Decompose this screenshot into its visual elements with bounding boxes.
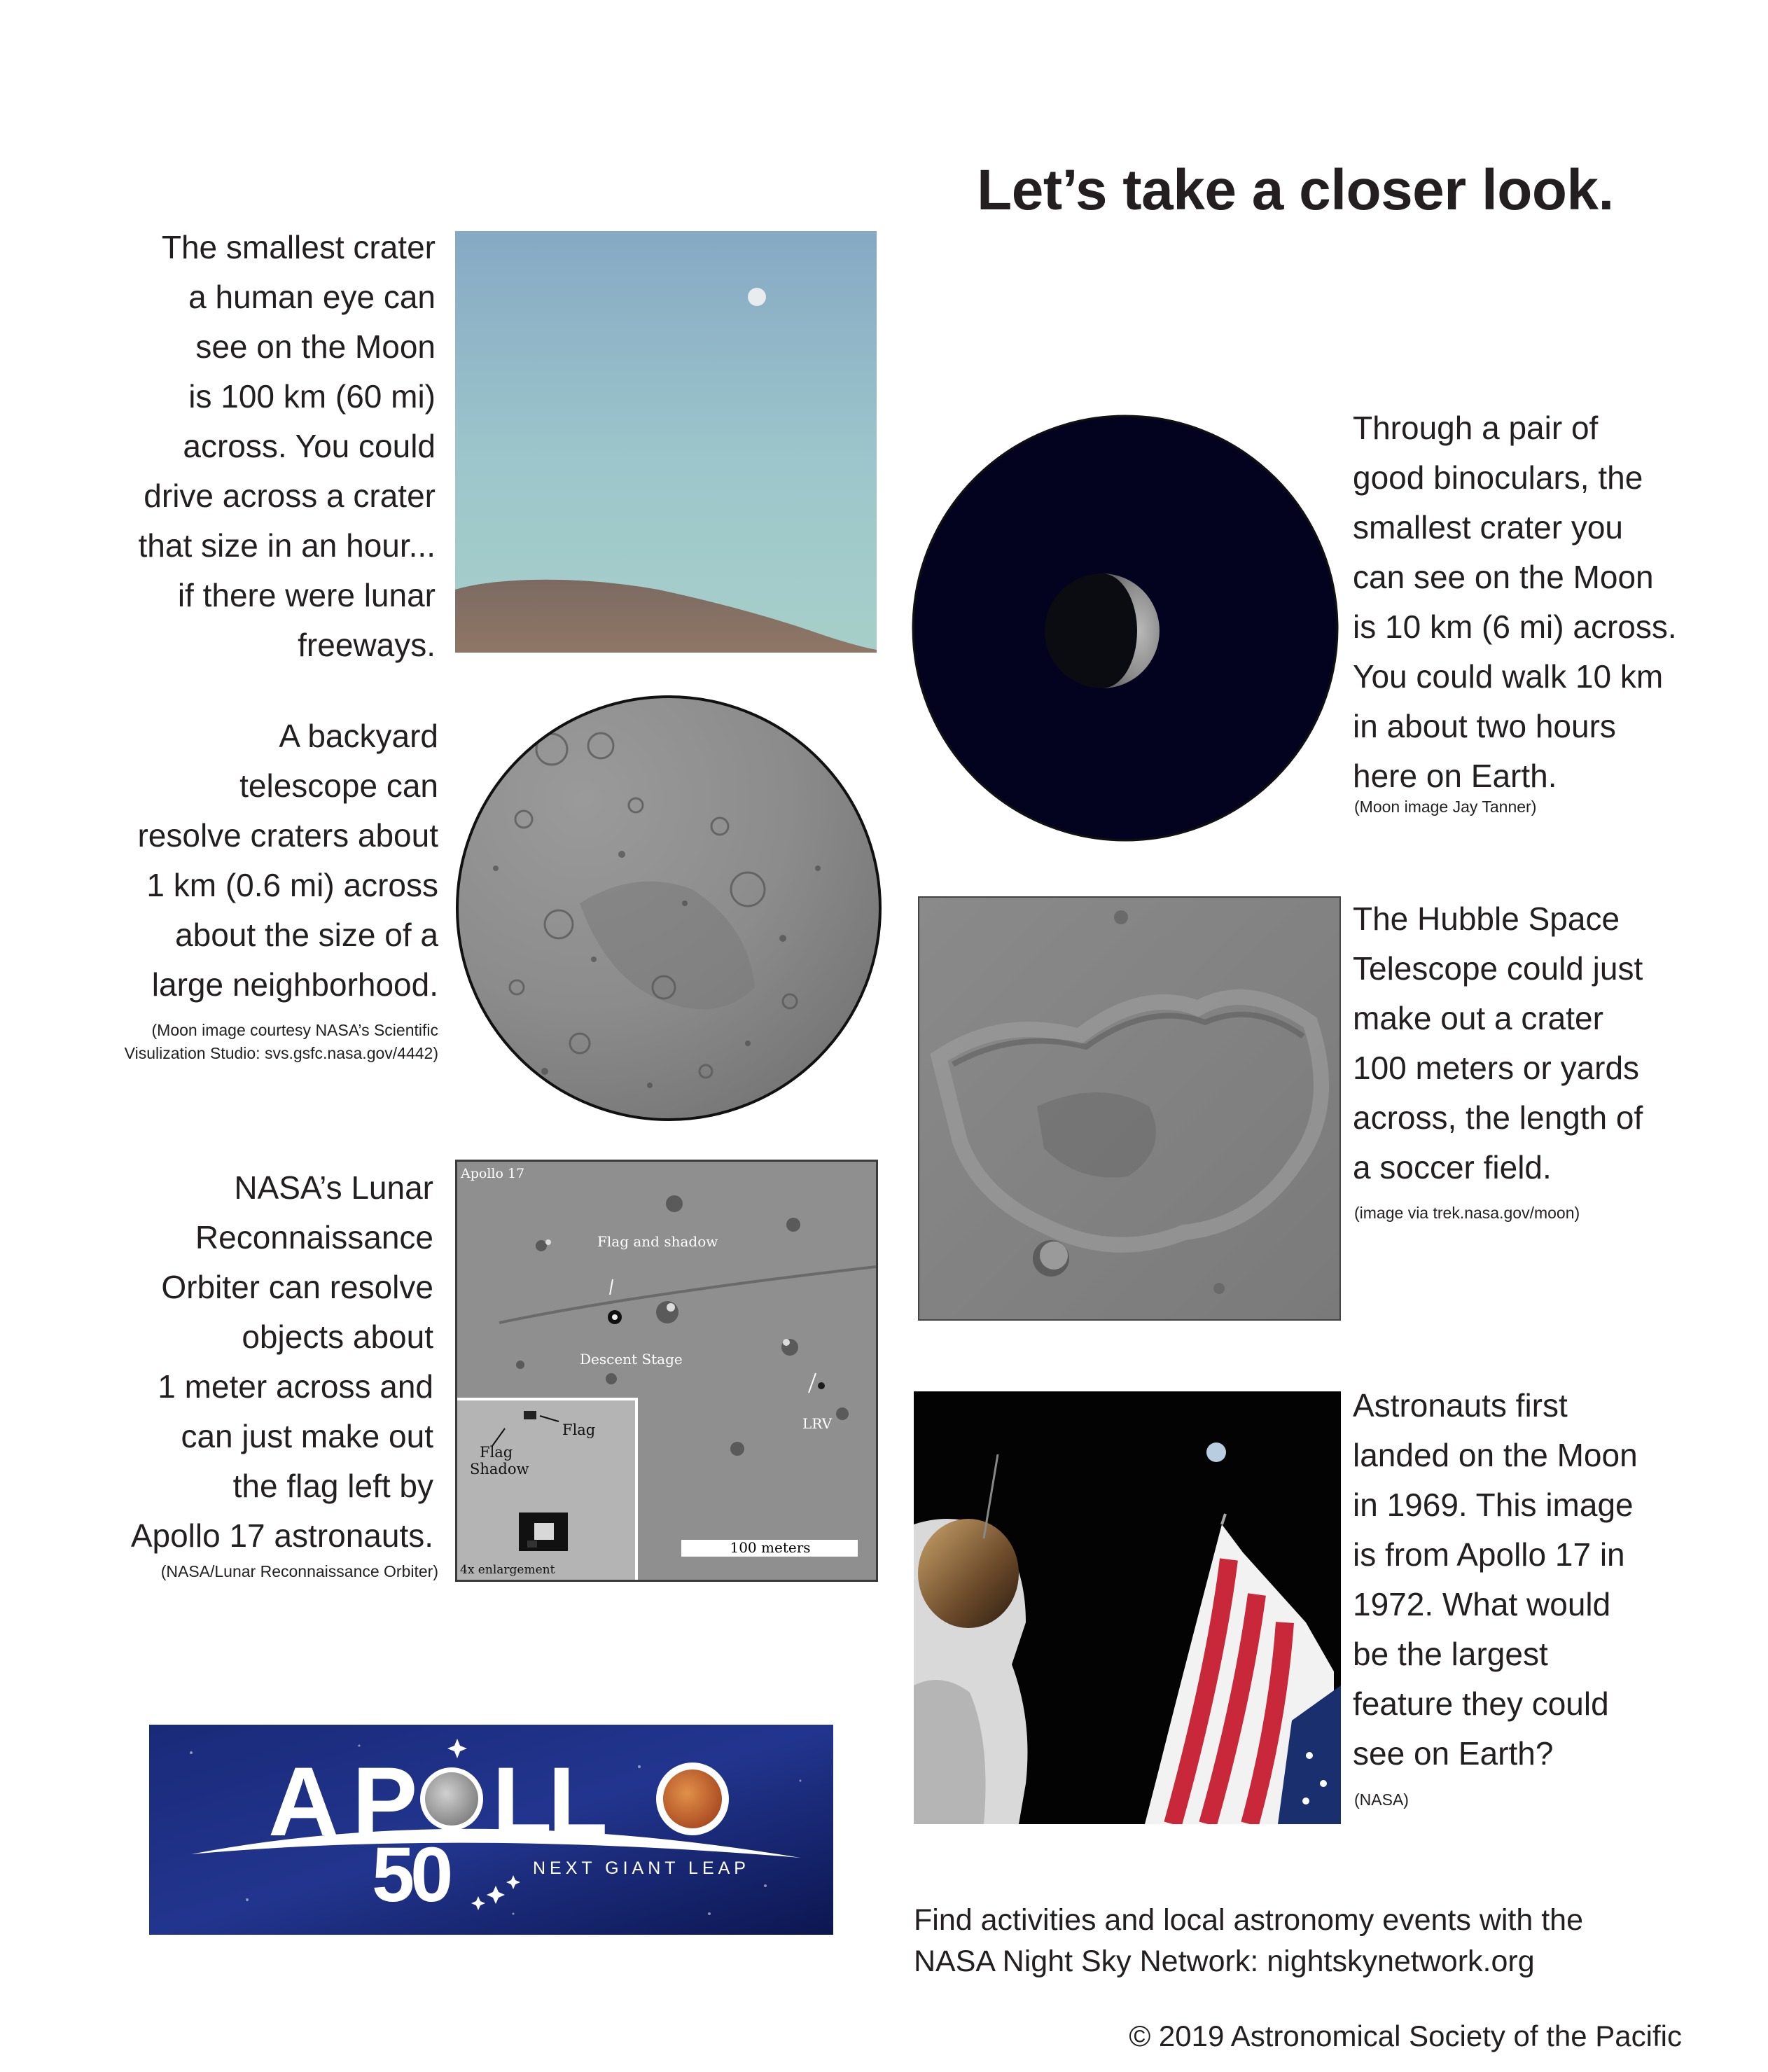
lro-text: NASA’s Lunar Reconnaissance Orbiter can resolve objects about 1 meter across and can just make out the flag left by Apollo 17 astronauts. [130, 1169, 433, 1554]
binoculars-caption: (Moon image Jay Tanner) [1354, 798, 1537, 816]
earth-icon [1206, 1442, 1226, 1462]
lro-flag-shadow-label: Flag and shadow [597, 1233, 718, 1250]
hubble-text: The Hubble Space Telescope could just make out a crater 100 meters or yards across, the length of a soccer field. [1353, 901, 1643, 1186]
human-eye-text: The smallest crater a human eye can see on the Moon is 100 km (60 mi) across. You could drive across a crater that size in an hour... if there were lunar freeways. [138, 229, 436, 663]
apollo-50-logo [149, 1725, 833, 1935]
binoculars-text: Through a pair of good binoculars, the smallest crater you can see on the Moon is 10 km (6 mi) across. You could walk 10 km in about two hours here on Earth. [1353, 410, 1677, 794]
logo-letter-p: P [352, 1746, 418, 1856]
lro-inset-shadow-label: Flag Shadow [470, 1444, 529, 1477]
logo-letters-ll: LL [492, 1746, 604, 1856]
footer-text: Find activities and local astronomy events with the NASA Night Sky Network: nightskynetwork.org [914, 1903, 1584, 1978]
lro-caption: (NASA/Lunar Reconnaissance Orbiter) [160, 1562, 438, 1580]
hubble-crater-image [918, 896, 1341, 1321]
telescope-text: A backyard telescope can resolve craters about 1 km (0.6 mi) across about the size of a large neighborhood. [137, 718, 438, 1003]
logo-number: 50 [372, 1832, 450, 1918]
moon-icon [748, 288, 766, 306]
sky-moon-photo [455, 231, 877, 653]
astronaut-flag-photo [914, 1391, 1341, 1824]
telescope-moon-view [454, 693, 884, 1123]
logo-mars-icon [663, 1769, 722, 1828]
logo-letter-a: A [268, 1746, 337, 1856]
astronauts-text: Astronauts first landed on the Moon in 1969. This image is from Apollo 17 in 1972. What would be the largest feature they could see on Earth? [1353, 1387, 1638, 1772]
logo-tagline: NEXT GIANT LEAP [533, 1858, 750, 1878]
binocular-view [910, 413, 1340, 843]
lro-enlargement-inset [457, 1398, 638, 1580]
page-title: Let’s take a closer look. [977, 158, 1614, 222]
copyright: © 2019 Astronomical Society of the Pacific [1129, 2019, 1682, 2052]
lro-inset-flag-label: Flag [562, 1421, 596, 1438]
lro-scale-bar-label: 100 meters [730, 1539, 811, 1556]
lro-lrv-label: LRV [802, 1415, 833, 1432]
logo-moon-icon [425, 1772, 478, 1826]
lro-image [455, 1160, 878, 1582]
lro-inset-enlargement-label: 4x enlargement [460, 1563, 555, 1577]
astronauts-caption: (NASA) [1354, 1791, 1409, 1809]
lro-descent-label: Descent Stage [580, 1351, 683, 1368]
lro-site-label: Apollo 17 [461, 1166, 525, 1181]
hubble-caption: (image via trek.nasa.gov/moon) [1354, 1204, 1580, 1222]
telescope-caption: (Moon image courtesy NASA’s Scientific Visulization Studio: svs.gsfc.nasa.gov/4442) [124, 1021, 438, 1062]
